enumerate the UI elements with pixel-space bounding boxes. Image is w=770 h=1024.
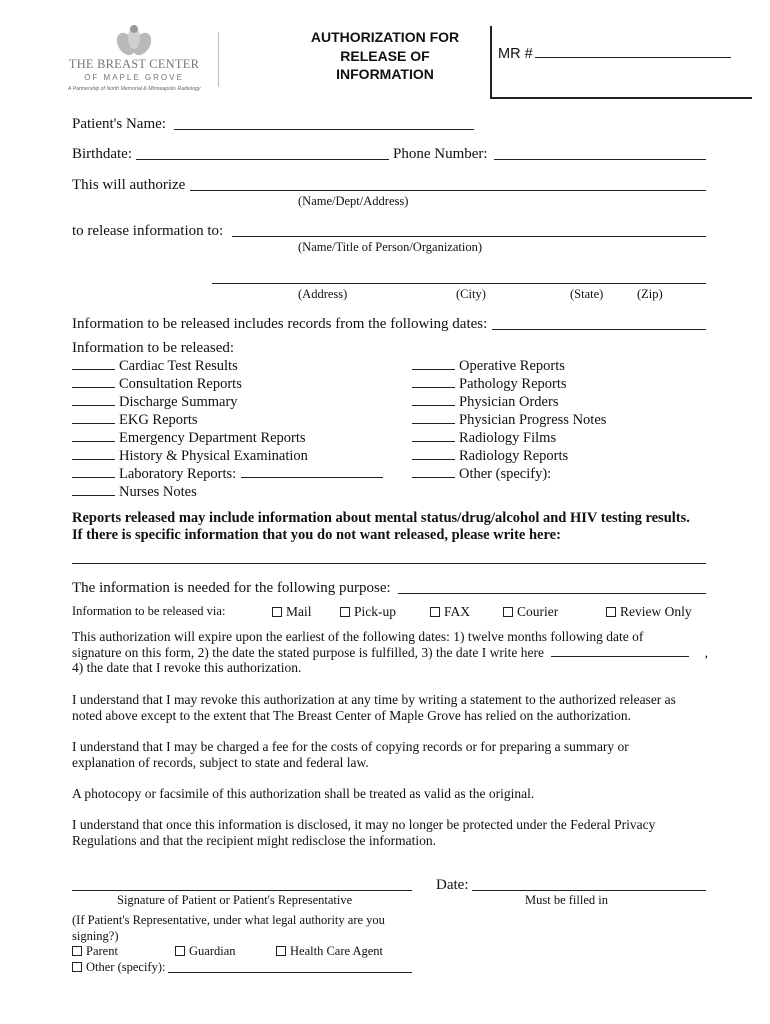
fee-line2: explanation of records, subject to state and federal law. <box>72 754 369 770</box>
release-to-label: to release information to: <box>72 223 224 239</box>
date-label: Date: <box>436 877 469 893</box>
city-caption: (City) <box>456 287 486 301</box>
checkbox-line[interactable] <box>412 395 455 406</box>
checkbox[interactable] <box>430 607 440 617</box>
checkbox-line[interactable] <box>72 413 115 424</box>
record-label: History & Physical Examination <box>119 448 308 464</box>
authority-other-line[interactable] <box>168 972 412 973</box>
option-label: Guardian <box>189 944 236 958</box>
birthdate-label: Birthdate: <box>72 146 132 162</box>
option-label: Mail <box>286 604 312 619</box>
checkbox-line[interactable] <box>72 359 115 370</box>
name-title-caption: (Name/Title of Person/Organization) <box>298 240 482 254</box>
checkbox-line[interactable] <box>72 395 115 406</box>
form-title-line1: AUTHORIZATION FOR <box>310 29 460 45</box>
record-label: Consultation Reports <box>119 376 242 392</box>
record-label: Operative Reports <box>459 358 565 374</box>
patient-name-line[interactable] <box>174 129 474 130</box>
checkbox[interactable] <box>606 607 616 617</box>
via-label: Information to be released via: <box>72 604 226 618</box>
checkbox[interactable] <box>175 946 185 956</box>
record-label: Physician Progress Notes <box>459 412 607 428</box>
disclose-line2: Regulations and that the recipient might redisclose the information. <box>72 832 437 848</box>
mr-number-field[interactable] <box>498 46 731 62</box>
option-label: Health Care Agent <box>290 944 384 958</box>
checkbox-line[interactable] <box>72 485 115 496</box>
authority-health-agent[interactable] <box>276 944 383 959</box>
mr-input-line[interactable] <box>535 57 731 58</box>
purpose-line[interactable] <box>398 593 706 594</box>
checkbox-line[interactable] <box>412 467 455 478</box>
record-history[interactable] <box>72 448 308 465</box>
record-cardiac[interactable] <box>72 358 238 375</box>
authority-parent[interactable] <box>72 944 118 959</box>
phone-label: Phone Number: <box>393 146 488 162</box>
checkbox[interactable] <box>272 607 282 617</box>
dates-label: Information to be released includes records from the following dates: <box>72 316 488 332</box>
record-nurses[interactable] <box>72 484 197 501</box>
zip-caption: (Zip) <box>637 287 663 301</box>
via-mail[interactable] <box>272 604 312 620</box>
record-consultation[interactable] <box>72 376 242 393</box>
warning-line1: Reports released may include information about mental status/drug/alcohol and HIV testing results. <box>72 510 690 526</box>
state-caption: (State) <box>570 287 604 301</box>
authority-line1: (If Patient's Representative, under what legal authority are you <box>72 913 385 927</box>
purpose-label: The information is needed for the following purpose: <box>72 580 391 596</box>
release-to-line[interactable] <box>232 236 706 237</box>
via-courier[interactable] <box>503 604 558 620</box>
authorize-line[interactable] <box>190 190 706 191</box>
name-dept-address-caption: (Name/Dept/Address) <box>298 194 409 208</box>
checkbox[interactable] <box>503 607 513 617</box>
record-label: Radiology Films <box>459 430 557 446</box>
warning-text <box>72 510 690 544</box>
signature-line[interactable] <box>72 890 412 891</box>
record-operative[interactable] <box>412 358 565 375</box>
option-label: FAX <box>444 604 471 619</box>
record-label: Radiology Reports <box>459 448 569 464</box>
checkbox-line[interactable] <box>72 467 115 478</box>
authorize-label: This will authorize <box>72 177 186 193</box>
record-label: Pathology Reports <box>459 376 567 392</box>
fee-line1: I understand that I may be charged a fee for the costs of copying records or for preparing a summary or <box>72 739 629 754</box>
warning-line2: If there is specific information that you do not want released, please write here: <box>72 527 561 543</box>
disclosure-paragraph <box>72 817 712 848</box>
fee-paragraph <box>72 739 712 770</box>
form-title-line3: INFORMATION <box>336 66 434 82</box>
dates-line[interactable] <box>492 329 706 330</box>
disclose-line1: I understand that once this information is disclosed, it may no longer be protected under the Federal Privacy <box>72 817 656 832</box>
expire-line1: This authorization will expire upon the earliest of the following dates: 1) twelve months following date of <box>72 629 644 644</box>
record-label: Emergency Department Reports <box>119 430 306 446</box>
record-label: Cardiac Test Results <box>119 358 238 374</box>
form-title <box>290 28 480 84</box>
expiration-paragraph <box>72 629 708 676</box>
option-label: Courier <box>517 604 559 619</box>
expire-line3: 4) the date that I revoke this authorization. <box>72 660 302 676</box>
record-label: Physician Orders <box>459 394 559 410</box>
checkbox-line[interactable] <box>72 431 115 442</box>
checkbox-line[interactable] <box>412 359 455 370</box>
expire-comma: , <box>704 644 708 660</box>
patient-name-field[interactable] <box>72 116 166 133</box>
photocopy-paragraph: A photocopy or facsimile of this authorization shall be treated as valid as the original. <box>72 786 535 801</box>
record-label: Discharge Summary <box>119 394 238 410</box>
authority-guardian[interactable] <box>175 944 236 959</box>
record-laboratory[interactable] <box>72 466 383 483</box>
record-radiology-films[interactable] <box>412 430 556 447</box>
option-label: Pick-up <box>354 604 396 619</box>
address-line[interactable] <box>212 283 706 284</box>
logo-divider <box>218 32 219 87</box>
records-heading: Information to be released: <box>72 340 235 356</box>
exclusions-line[interactable] <box>72 563 706 564</box>
mr-label: MR # <box>498 46 533 62</box>
checkbox-line[interactable] <box>72 449 115 460</box>
option-label: Other (specify): <box>86 960 166 974</box>
flower-logo-icon <box>66 24 202 58</box>
record-progress-notes[interactable] <box>412 412 606 429</box>
address-caption: (Address) <box>298 287 348 301</box>
revoke-paragraph <box>72 692 712 723</box>
must-fill-label: Must be filled in <box>525 893 608 907</box>
signature-date-line[interactable] <box>472 890 706 891</box>
record-label: Laboratory Reports: <box>119 466 237 482</box>
record-physician-orders[interactable] <box>412 394 558 411</box>
expire-line2-text: signature on this form, 2) the date the stated purpose is fulfilled, 3) the date I write here <box>72 644 544 660</box>
header-horizontal-rule <box>490 97 752 99</box>
expire-line2 <box>72 645 708 661</box>
record-label: Other (specify): <box>459 466 552 482</box>
signature-label: Signature of Patient or Patient's Representative <box>117 893 353 907</box>
authority-other[interactable] <box>72 960 165 975</box>
phone-line[interactable] <box>494 159 706 160</box>
header-vertical-rule <box>490 26 492 99</box>
record-label: Nurses Notes <box>119 484 197 500</box>
checkbox[interactable] <box>72 962 82 972</box>
authority-question <box>72 913 385 944</box>
revoke-line1: I understand that I may revoke this authorization at any time by writing a statement to the authorized releaser as <box>72 692 676 707</box>
record-radiology-reports[interactable] <box>412 448 568 465</box>
record-pathology[interactable] <box>412 376 567 393</box>
record-ekg[interactable] <box>72 412 198 429</box>
checkbox[interactable] <box>340 607 350 617</box>
checkbox-line[interactable] <box>412 431 455 442</box>
logo-sub: OF MAPLE GROVE <box>84 73 184 82</box>
record-other[interactable] <box>412 466 551 483</box>
checkbox-line[interactable] <box>412 413 455 424</box>
birthdate-line[interactable] <box>136 159 389 160</box>
record-emergency[interactable] <box>72 430 306 447</box>
form-title-line2: RELEASE OF <box>340 47 430 64</box>
logo-tagline: A Partnership of North Memorial & Minneapolis Radiology <box>68 86 201 92</box>
checkbox-line[interactable] <box>412 449 455 460</box>
logo <box>66 24 202 96</box>
via-review-only[interactable] <box>606 604 692 620</box>
checkbox-line[interactable] <box>412 377 455 388</box>
laboratory-specify-line[interactable] <box>241 477 383 478</box>
via-pickup[interactable] <box>340 604 396 620</box>
record-discharge[interactable] <box>72 394 238 411</box>
checkbox-line[interactable] <box>72 377 115 388</box>
via-fax[interactable] <box>430 604 470 620</box>
checkbox[interactable] <box>276 946 286 956</box>
record-label: EKG Reports <box>119 412 198 428</box>
logo-name: THE BREAST CENTER <box>68 57 200 71</box>
option-label: Parent <box>86 944 118 958</box>
expire-date-line[interactable] <box>551 656 689 657</box>
checkbox[interactable] <box>72 946 82 956</box>
option-label: Review Only <box>620 604 692 619</box>
authority-line2: signing?) <box>72 928 119 943</box>
patient-name-label: Patient's Name: <box>72 116 166 132</box>
revoke-line2: noted above except to the extent that The Breast Center of Maple Grove has relied on the authorization. <box>72 707 632 723</box>
